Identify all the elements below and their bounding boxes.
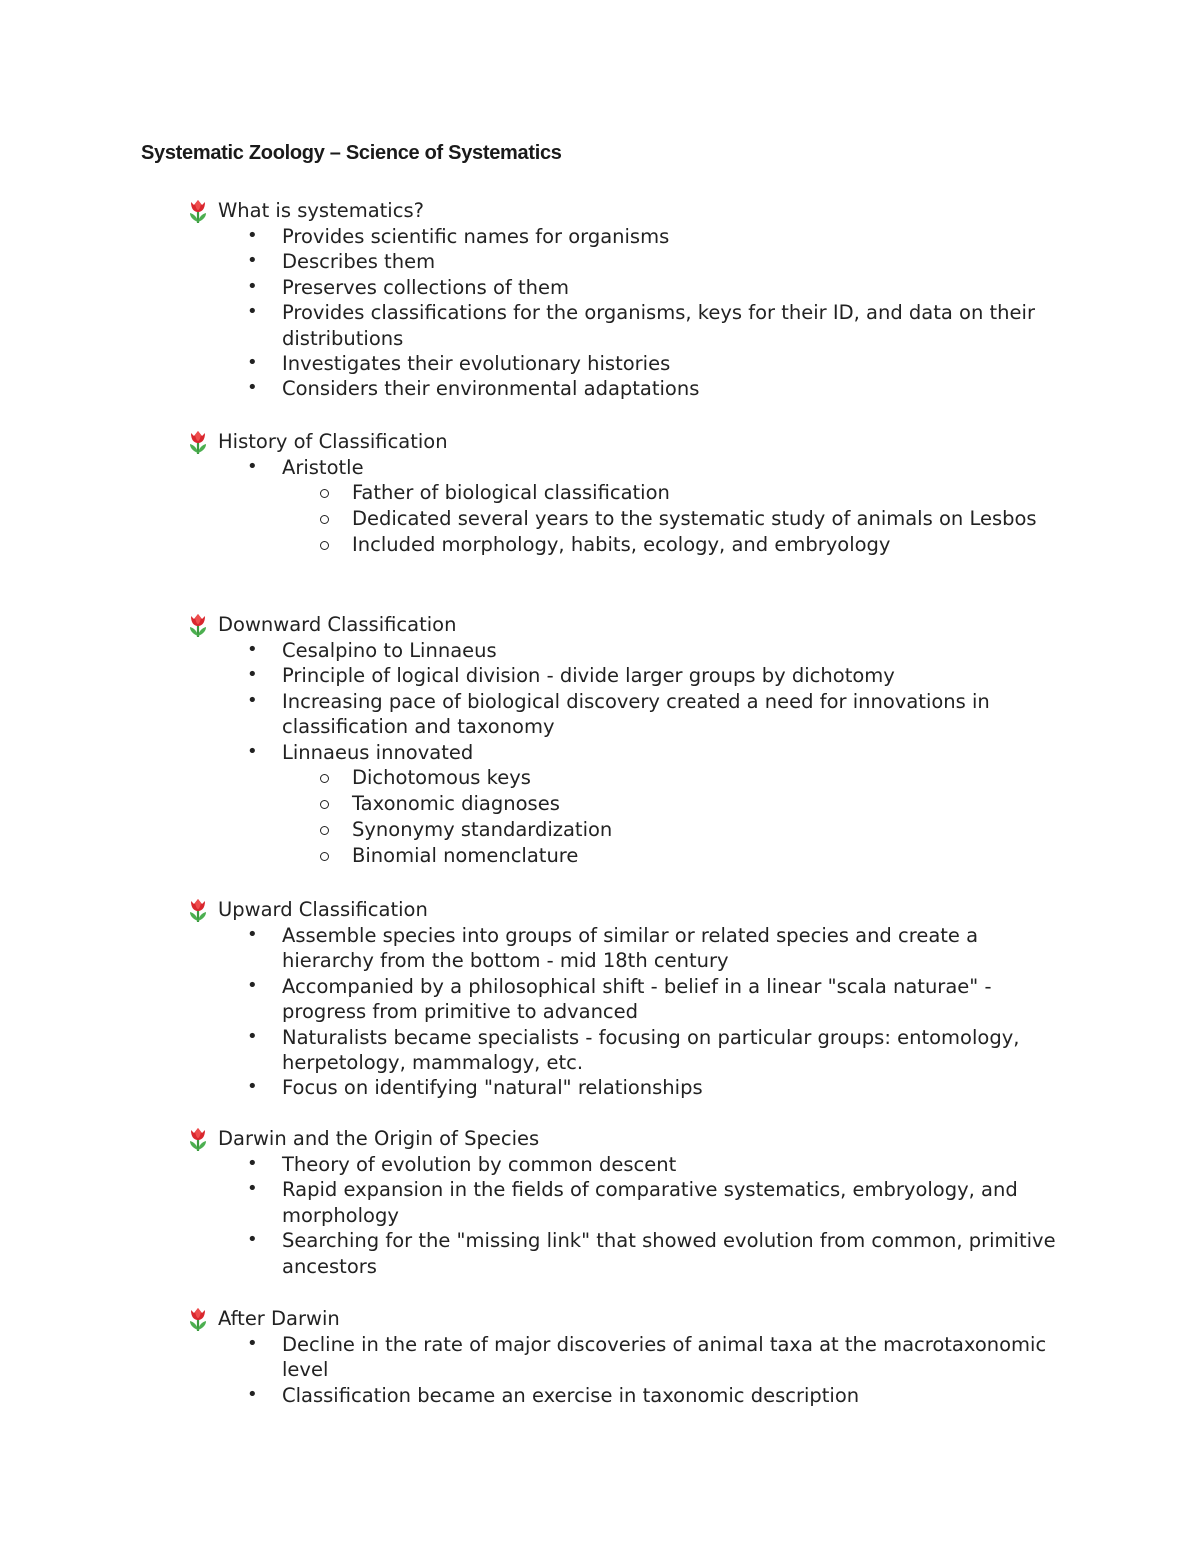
sub-list-item-text: Taxonomic diagnoses xyxy=(352,792,560,816)
list-item xyxy=(187,275,1067,300)
sub-list-item xyxy=(187,817,1067,843)
circle-bullet-icon xyxy=(320,826,329,835)
list-item xyxy=(187,376,1067,401)
list-item-text: Accompanied by a philosophical shift - belief in a linear "scala naturae" - progress from primitive to advanced xyxy=(282,974,992,1024)
list-item-text: Describes them xyxy=(282,250,436,274)
tulip-icon xyxy=(187,1126,209,1152)
tulip-icon xyxy=(187,1306,209,1332)
list-item xyxy=(187,740,1067,869)
section xyxy=(187,429,1067,558)
sub-list xyxy=(282,765,1067,869)
list-item-text: Naturalists became specialists - focusing on particular groups: entomology, herpetology, mammalogy, etc. xyxy=(282,1025,1020,1075)
list-item-text: Rapid expansion in the fields of comparative systematics, embryology, and morphology xyxy=(282,1178,1018,1227)
document-title: Systematic Zoology – Science of Systematics xyxy=(141,142,562,164)
section-title: History of Classification xyxy=(218,430,448,453)
list-item xyxy=(187,689,1067,740)
bullet-list xyxy=(187,455,1067,558)
list-item xyxy=(187,249,1067,274)
list-item xyxy=(187,638,1067,663)
section-heading xyxy=(187,1306,1067,1332)
tulip-icon xyxy=(187,429,209,455)
section-title: What is systematics? xyxy=(218,199,424,222)
list-item xyxy=(187,1025,1067,1076)
section-title: Downward Classification xyxy=(218,613,457,636)
sub-list-item-text: Binomial nomenclature xyxy=(352,844,579,868)
list-item xyxy=(187,1332,1067,1383)
list-item-text: Investigates their evolutionary histories xyxy=(282,352,671,376)
section xyxy=(187,1306,1067,1408)
list-item xyxy=(187,455,1067,558)
section xyxy=(187,612,1067,869)
bullet-icon: • xyxy=(247,377,258,399)
bullet-icon: • xyxy=(247,352,258,374)
section-heading xyxy=(187,198,1067,224)
bullet-icon: • xyxy=(247,275,258,297)
list-item xyxy=(187,1177,1067,1228)
bullet-list xyxy=(187,1152,1067,1279)
circle-bullet-icon xyxy=(320,489,329,498)
section-heading xyxy=(187,1126,1067,1152)
tulip-icon xyxy=(187,198,209,224)
bullet-list xyxy=(187,224,1067,402)
sub-list-item-text: Father of biological classification xyxy=(352,481,670,505)
circle-bullet-icon xyxy=(320,541,329,550)
bullet-icon: • xyxy=(247,1153,258,1174)
list-item xyxy=(187,300,1067,351)
bullet-icon: • xyxy=(247,301,258,323)
list-item xyxy=(187,224,1067,249)
bullet-icon: • xyxy=(247,1333,258,1354)
list-item-text: Preserves collections of them xyxy=(282,275,569,299)
circle-bullet-icon xyxy=(320,515,329,524)
bullet-icon: • xyxy=(247,1025,258,1047)
section-heading xyxy=(187,897,1067,923)
bullet-list xyxy=(187,1332,1067,1408)
bullet-icon: • xyxy=(247,1229,258,1251)
sub-list-item xyxy=(187,480,1067,506)
list-item xyxy=(187,351,1067,376)
circle-bullet-icon xyxy=(320,852,329,861)
list-item-text: Cesalpino to Linnaeus xyxy=(282,639,497,662)
bullet-icon: • xyxy=(247,225,258,246)
list-item xyxy=(187,1075,1067,1100)
sub-list-item-text: Included morphology, habits, ecology, and embryology xyxy=(352,533,891,557)
list-item-text: Principle of logical division - divide larger groups by dichotomy xyxy=(282,664,895,688)
tulip-icon xyxy=(187,612,209,638)
list-item xyxy=(187,1228,1067,1279)
circle-bullet-icon xyxy=(320,774,329,783)
section-heading xyxy=(187,612,1067,638)
tulip-icon xyxy=(187,897,209,923)
list-item xyxy=(187,974,1067,1025)
sub-list-item xyxy=(187,791,1067,817)
sub-list-item-text: Dichotomous keys xyxy=(352,766,531,790)
list-item-text: Increasing pace of biological discovery created a need for innovations in classification and taxonomy xyxy=(282,689,990,739)
bullet-icon: • xyxy=(247,1383,258,1405)
bullet-icon: • xyxy=(247,1076,258,1098)
bullet-list xyxy=(187,923,1067,1101)
list-item-text: Provides classifications for the organisms, keys for their ID, and data on their distributions xyxy=(282,301,1035,350)
list-item-text: Focus on identifying "natural" relationships xyxy=(282,1076,703,1100)
bullet-icon: • xyxy=(247,456,258,477)
list-item-text: Assemble species into groups of similar or related species and create a hierarchy from the bottom - mid 18th century xyxy=(282,924,979,973)
list-item-text: Classification became an exercise in taxonomic description xyxy=(282,1383,860,1407)
section-title: After Darwin xyxy=(218,1307,340,1330)
list-item-text: Decline in the rate of major discoveries of animal taxa at the macrotaxonomic level xyxy=(282,1333,1047,1382)
section xyxy=(187,198,1067,402)
list-item-text: Provides scientific names for organisms xyxy=(282,225,670,248)
sub-list-item xyxy=(187,843,1067,869)
sub-list-item xyxy=(187,765,1067,791)
list-item xyxy=(187,1152,1067,1177)
list-item-text: Aristotle xyxy=(282,456,364,479)
section-title: Darwin and the Origin of Species xyxy=(218,1127,540,1150)
bullet-icon: • xyxy=(247,1178,258,1200)
section-title: Upward Classification xyxy=(218,898,428,921)
bullet-list xyxy=(187,638,1067,869)
bullet-icon: • xyxy=(247,924,258,945)
bullet-icon: • xyxy=(247,639,258,660)
list-item-text: Linnaeus innovated xyxy=(282,740,474,764)
list-item xyxy=(187,663,1067,688)
list-item-text: Theory of evolution by common descent xyxy=(282,1153,677,1176)
circle-bullet-icon xyxy=(320,800,329,809)
bullet-icon: • xyxy=(247,250,258,272)
list-item xyxy=(187,1383,1067,1408)
list-item-text: Considers their environmental adaptations xyxy=(282,377,700,401)
bullet-icon: • xyxy=(247,740,258,762)
sub-list-item-text: Synonymy standardization xyxy=(352,818,613,842)
bullet-icon: • xyxy=(247,974,258,996)
sub-list-item xyxy=(187,506,1067,532)
bullet-icon: • xyxy=(247,689,258,711)
list-item-text: Searching for the "missing link" that showed evolution from common, primitive ancestors xyxy=(282,1229,1056,1278)
section xyxy=(187,897,1067,1101)
sub-list-item xyxy=(187,532,1067,558)
sub-list xyxy=(282,480,1067,558)
section xyxy=(187,1126,1067,1279)
list-item xyxy=(187,923,1067,974)
bullet-icon: • xyxy=(247,664,258,686)
section-heading xyxy=(187,429,1067,455)
sub-list-item-text: Dedicated several years to the systematic study of animals on Lesbos xyxy=(352,507,1037,531)
